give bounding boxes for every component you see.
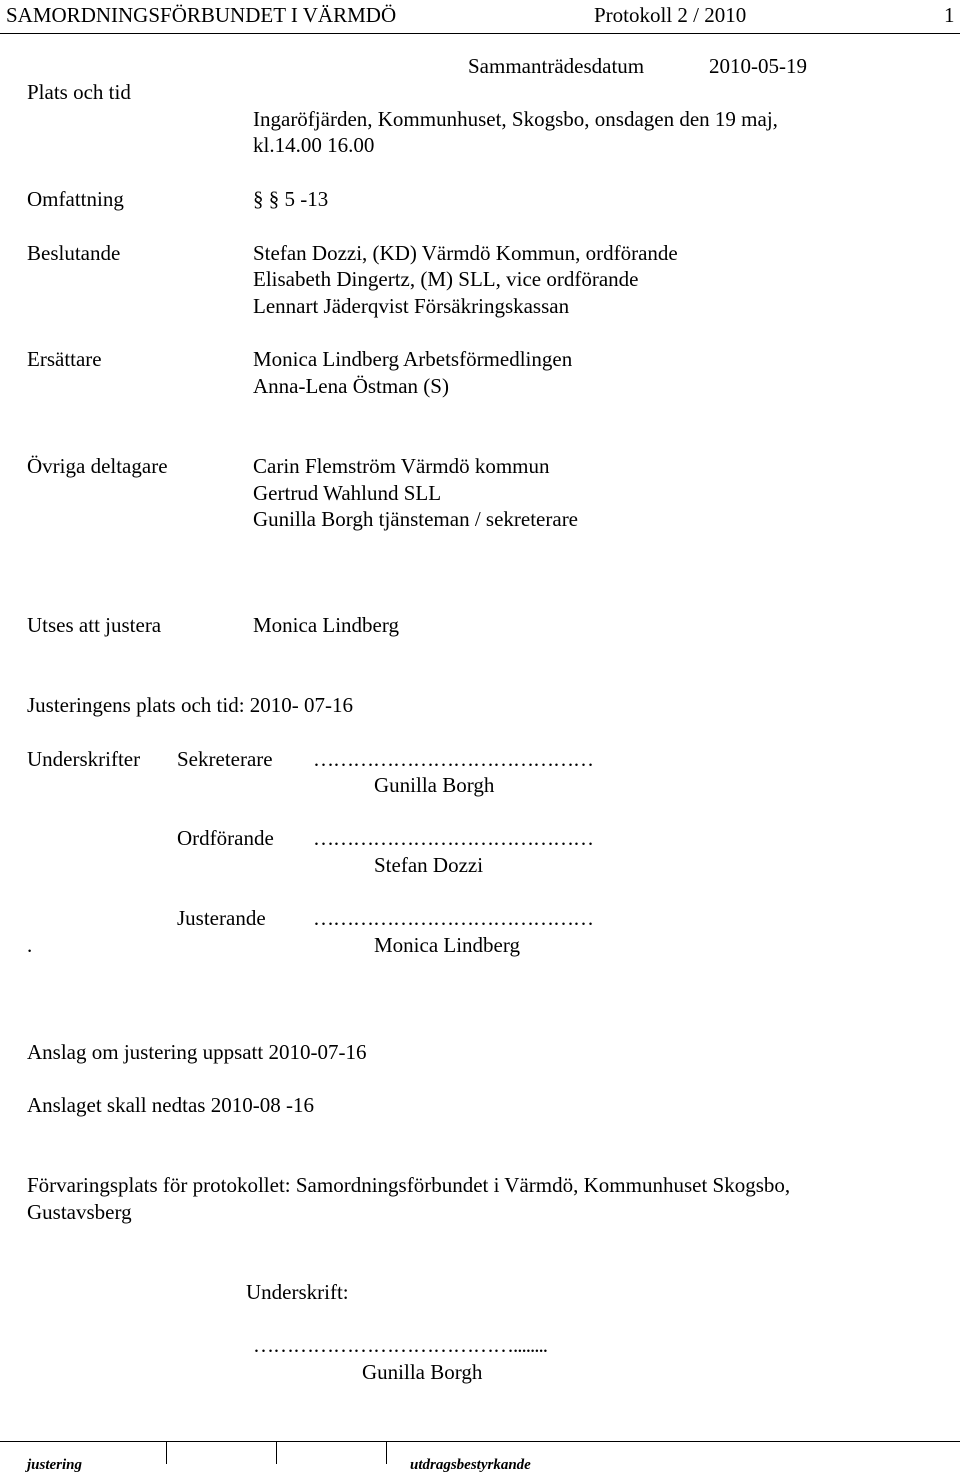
substitutes-label: Ersättare: [27, 347, 102, 371]
stray-period: .: [27, 933, 33, 957]
notice-posted: Anslag om justering uppsatt 2010-07-16: [27, 1040, 367, 1064]
storage-line-1: Förvaringsplats för protokollet: Samordningsförbundet i Värmdö, Kommunhuset Skogsbo,: [27, 1173, 791, 1197]
meeting-date-value: 2010-05-19: [709, 54, 807, 78]
meeting-date-label: Sammanträdesdatum: [468, 54, 645, 78]
scope-value: § § 5 -13: [253, 187, 329, 211]
signature-line: ……………………………………: [313, 747, 593, 771]
adjuster-label: Utses att justera: [27, 613, 162, 637]
final-signature-label: Underskrift:: [246, 1280, 349, 1304]
other-participant-item: Gunilla Borgh tjänsteman / sekreterare: [253, 507, 579, 531]
storage-line-2: Gustavsberg: [27, 1200, 132, 1224]
substitute-item: Monica Lindberg Arbetsförmedlingen: [253, 347, 573, 371]
page-number: 1: [944, 3, 955, 27]
final-signature-line: …………………………………........: [253, 1333, 547, 1357]
other-participants-label: Övriga deltagare: [27, 454, 168, 478]
organization-name: SAMORDNINGSFÖRBUNDET I VÄRMDÖ: [6, 3, 397, 27]
signature-name-chair: Stefan Dozzi: [374, 853, 484, 877]
signature-role-secretary: Sekreterare: [177, 747, 273, 771]
decision-maker-item: Lennart Jäderqvist Försäkringskassan: [253, 294, 570, 318]
footer-box-divider: [276, 1442, 277, 1464]
final-signature-name: Gunilla Borgh: [362, 1360, 483, 1384]
scope-label: Omfattning: [27, 187, 124, 211]
adjuster-name: Monica Lindberg: [253, 613, 399, 637]
signatures-label: Underskrifter: [27, 747, 141, 771]
footer-rule: [0, 1441, 960, 1442]
decision-maker-item: Elisabeth Dingertz, (M) SLL, vice ordförande: [253, 267, 639, 291]
header-rule: [0, 33, 960, 34]
footer-certification-label: utdragsbestyrkande: [410, 1457, 531, 1473]
decision-maker-item: Stefan Dozzi, (KD) Värmdö Kommun, ordförande: [253, 241, 678, 265]
footer-box-divider: [166, 1442, 167, 1464]
signature-line: ……………………………………: [313, 906, 593, 930]
substitute-item: Anna-Lena Östman (S): [253, 374, 449, 398]
protocol-number: Protokoll 2 / 2010: [594, 3, 747, 27]
other-participant-item: Gertrud Wahlund SLL: [253, 481, 442, 505]
signature-name-adjuster: Monica Lindberg: [374, 933, 520, 957]
place-line-2: kl.14.00 16.00: [253, 133, 375, 157]
footer-adjustment-label: justering: [27, 1457, 83, 1473]
signature-line: ……………………………………: [313, 826, 593, 850]
place-label: Plats och tid: [27, 80, 131, 104]
place-line-1: Ingaröfjärden, Kommunhuset, Skogsbo, onsdagen den 19 maj,: [253, 107, 778, 131]
other-participant-item: Carin Flemström Värmdö kommun: [253, 454, 550, 478]
signature-name-secretary: Gunilla Borgh: [374, 773, 495, 797]
notice-removed: Anslaget skall nedtas 2010-08 -16: [27, 1093, 314, 1117]
decision-makers-label: Beslutande: [27, 241, 121, 265]
adjustment-time: Justeringens plats och tid: 2010- 07-16: [27, 693, 354, 717]
footer-box-divider: [386, 1442, 387, 1464]
signature-role-adjuster: Justerande: [177, 906, 266, 930]
signature-role-chair: Ordförande: [177, 826, 274, 850]
